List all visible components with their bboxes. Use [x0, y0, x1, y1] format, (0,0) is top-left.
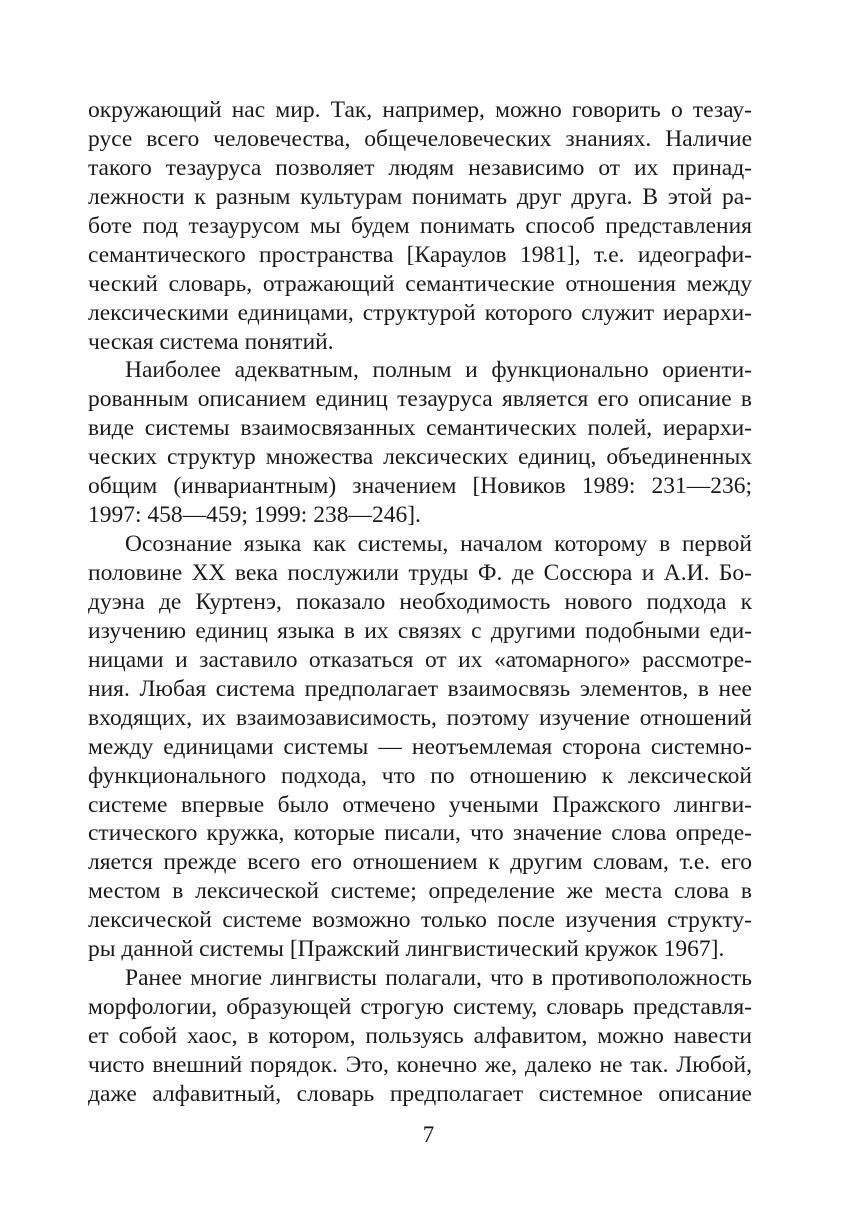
text-line: местом в лексической системе; определение же места слова в: [88, 878, 752, 905]
text-line: морфологии, образующей строгую систему, словарь представля-: [88, 994, 752, 1021]
text-line: чисто внешний порядок. Это, конечно же, далеко не так. Любой,: [88, 1051, 752, 1078]
text-line: между единицами системы — неотъемлемая сторона системно-: [88, 733, 752, 760]
text-line: ческая система понятий.: [88, 328, 334, 355]
text-line: ры данной системы [Пражский лингвистический кружок 1967].: [88, 936, 725, 963]
text-line: ет собой хаос, в котором, пользуясь алфавитом, можно навести: [88, 1023, 752, 1049]
text-line: входящих, их взаимозависимость, поэтому изучение отношений: [88, 704, 752, 731]
text-line: семантического пространства [Караулов 1981], т.е. идеографи-: [88, 241, 752, 268]
text-line: лексическими единицами, структурой которого служит иерархи-: [88, 299, 752, 326]
text-line: дуэна де Куртенэ, показало необходимость нового подхода к: [88, 588, 752, 615]
page-body: [88, 96, 752, 1109]
text-line: русе всего человечества, общечеловеческих знаниях. Наличие: [88, 125, 752, 152]
paragraph: [88, 530, 752, 964]
text-line: Осознание языка как системы, началом которому в первой: [125, 531, 752, 558]
text-line: такого тезауруса позволяет людям независимо от их принад-: [88, 154, 752, 181]
text-line: Наиболее адекватным, полным и функционально ориенти-: [125, 357, 752, 384]
text-line: общим (инвариантным) значением [Новиков 1989: 231—236;: [88, 473, 752, 500]
text-line: ницами и заставило отказаться от их «атомарного» рассмотре-: [88, 646, 752, 673]
text-line: окружающий нас мир. Так, например, можно говорить о тезау-: [88, 97, 752, 123]
paragraph: [88, 356, 752, 530]
page-number: 7: [422, 1122, 435, 1147]
paragraph: [88, 964, 752, 1109]
text-line: даже алфавитный, словарь предполагает системное описание: [88, 1080, 752, 1107]
text-line: 1997: 458—459; 1999: 238—246].: [88, 502, 421, 529]
text-line: лежности к разным культурам понимать друг друга. В этой ра-: [88, 183, 752, 210]
text-line: Ранее многие лингвисты полагали, что в противоположность: [125, 965, 752, 992]
text-line: виде системы взаимосвязанных семантических полей, иерархи-: [88, 415, 752, 442]
text-line: половине XX века послужили труды Ф. де Соссюра и А.И. Бо-: [88, 560, 752, 586]
text-line: ляется прежде всего его отношением к другим словам, т.е. его: [88, 849, 752, 876]
paragraph: [88, 96, 752, 356]
text-line: рованным описанием единиц тезауруса является его описание в: [88, 386, 752, 413]
text-line: боте под тезаурусом мы будем понимать способ представления: [88, 212, 752, 239]
text-line: лексической системе возможно только после изучения структу-: [88, 907, 752, 934]
text-line: функционального подхода, что по отношению к лексической: [88, 762, 752, 789]
text-line: изучению единиц языка в их связях с другими подобными еди-: [88, 617, 752, 644]
text-line: ческих структур множества лексических единиц, объединенных: [88, 444, 752, 471]
text-line: системе впервые было отмечено учеными Пражского лингви-: [88, 791, 752, 818]
text-line: ния. Любая система предполагает взаимосвязь элементов, в нее: [88, 675, 752, 702]
text-line: стического кружка, которые писали, что значение слова опреде-: [88, 820, 752, 847]
text-line: ческий словарь, отражающий семантические отношения между: [88, 270, 752, 297]
